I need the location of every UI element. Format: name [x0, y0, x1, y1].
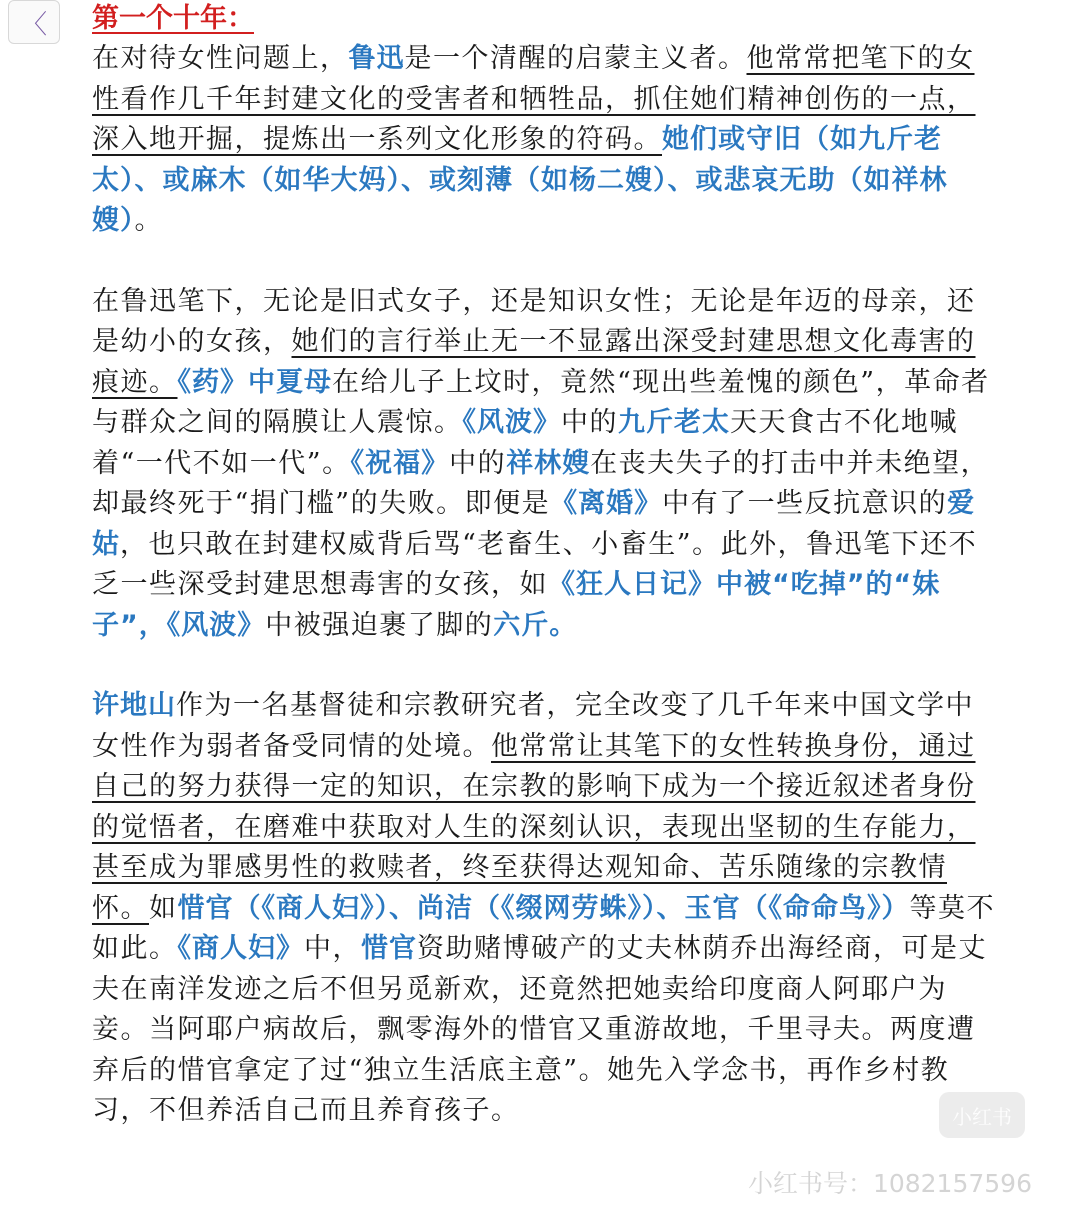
- underlined-passage: 他常常把笔下的女性看作几千年封建文化的受害者和牺牲品，抓住她们精神创伤的一点，深入地开掘，提炼出一系列文化形象的符码。: [92, 43, 976, 155]
- highlighted-term: 《药》中夏母: [177, 366, 332, 398]
- paragraph-lu-xun-intro: 在对待女性问题上，鲁迅是一个清醒的启蒙主义者。他常常把笔下的女性看作几千年封建文化的受害者和牺牲品，抓住她们精神创伤的一点，深入地开掘，提炼出一系列文化形象的符码。她们或守旧（如九斤老太）、或麻木（如华大妈）、或刻薄（如杨二嫂）、或悲哀无助（如祥林嫂）。: [92, 43, 976, 236]
- highlighted-term: 惜官（《商人妇》）、尚洁（《缀网劳蛛》）、玉官（《命命鸟》）: [177, 892, 910, 924]
- author-name: 鲁迅: [348, 43, 405, 74]
- chevron-left-icon: 〈: [20, 9, 47, 40]
- underlined-passage: 他常常让其笔下的女性转换身份，通过自己的努力获得一定的知识，在宗教的影响下成为一个接近叙述者身份的觉悟者，在磨难中获取对人生的深刻认识，表现出坚韧的生存能力，甚至成为罪感男性的救赎者，终至获得达观知命、苦乐随缘的宗教情怀。: [92, 730, 976, 924]
- highlighted-term: 《风波》: [462, 407, 561, 438]
- document-body: [92, 0, 1002, 1132]
- watermark-text: 小红书号：1082157596: [747, 1169, 1032, 1198]
- paragraph-lu-xun-characters: 在鲁迅笔下，无论是旧式女子，还是知识女性；无论是年迈的母亲，还是幼小的女孩，她们的言行举止无一不显露出深受封建思想文化毒害的痕迹。《药》中夏母在给儿子上坟时，竟然“现出些羞愧的颜色”，革命者与群众之间的隔膜让人震惊。《风波》中的九斤老太天天食古不化地喊着“一代不如一代”。《祝福》中的祥林嫂在丧夫失子的打击中并未绝望，却最终死于“捐门槛”的失败。即便是《离婚》中有了一些反抗意识的爱姑，也只敢在封建权威背后骂“老畜生、小畜生”。此外，鲁迅笔下还不乏一些深受封建思想毒害的女孩，如《狂人日记》中被“吃掉”的“妹子”，《风波》中被强迫裹了脚的六斤。: [92, 285, 990, 641]
- highlighted-term: 《离婚》: [550, 488, 663, 519]
- highlighted-term: 《祝福》: [350, 447, 450, 479]
- underlined-passage: 她们的言行举止无一不显露出深受封建思想文化毒害的痕迹。: [92, 326, 976, 398]
- highlighted-term: 《狂人日记》中被“吃掉”的“妹子”，《风波》: [92, 569, 941, 641]
- section-heading: 第一个十年：: [92, 3, 254, 34]
- highlighted-term: 惜官: [361, 933, 417, 964]
- watermark-logo: 小红书: [939, 1092, 1025, 1138]
- highlighted-term: 祥林嫂: [506, 447, 591, 479]
- author-name: 许地山: [92, 690, 176, 721]
- highlighted-term: 六斤。: [493, 609, 578, 641]
- paragraph-xu-dishan: 许地山作为一名基督徒和宗教研究者，完全改变了几千年来中国文学中女性作为弱者备受同情的处境。他常常让其笔下的女性转换身份，通过自己的努力获得一定的知识，在宗教的影响下成为一个接近叙述者身份的觉悟者，在磨难中获取对人生的深刻认识，表现出坚韧的生存能力，甚至成为罪感男性的救赎者，终至获得达观知命、苦乐随缘的宗教情怀。如惜官（《商人妇》）、尚洁（《缀网劳蛛》）、玉官（《命命鸟》）等莫不如此。《商人妇》中，惜官资助赌博破产的丈夫林荫乔出海经商，可是丈夫在南洋发迹之后不但另觅新欢，还竟然把她卖给印度商人阿耶户为妾。当阿耶户病故后，飘零海外的惜官又重游故地，千里寻夫。两度遭弃后的惜官拿定了过“独立生活底主意”。她先入学念书，再作乡村教习，不但养活自己而且养育孩子。: [92, 690, 995, 1126]
- highlighted-term: 《商人妇》: [177, 933, 304, 964]
- highlighted-term: 九斤老太: [618, 407, 730, 438]
- highlighted-passage: 她们或守旧（如九斤老太）、或麻木（如华大妈）、或刻薄（如杨二嫂）、或悲哀无助（如祥林嫂）: [92, 124, 948, 236]
- back-button[interactable]: [8, 0, 60, 44]
- highlighted-term: 爱姑: [92, 488, 976, 560]
